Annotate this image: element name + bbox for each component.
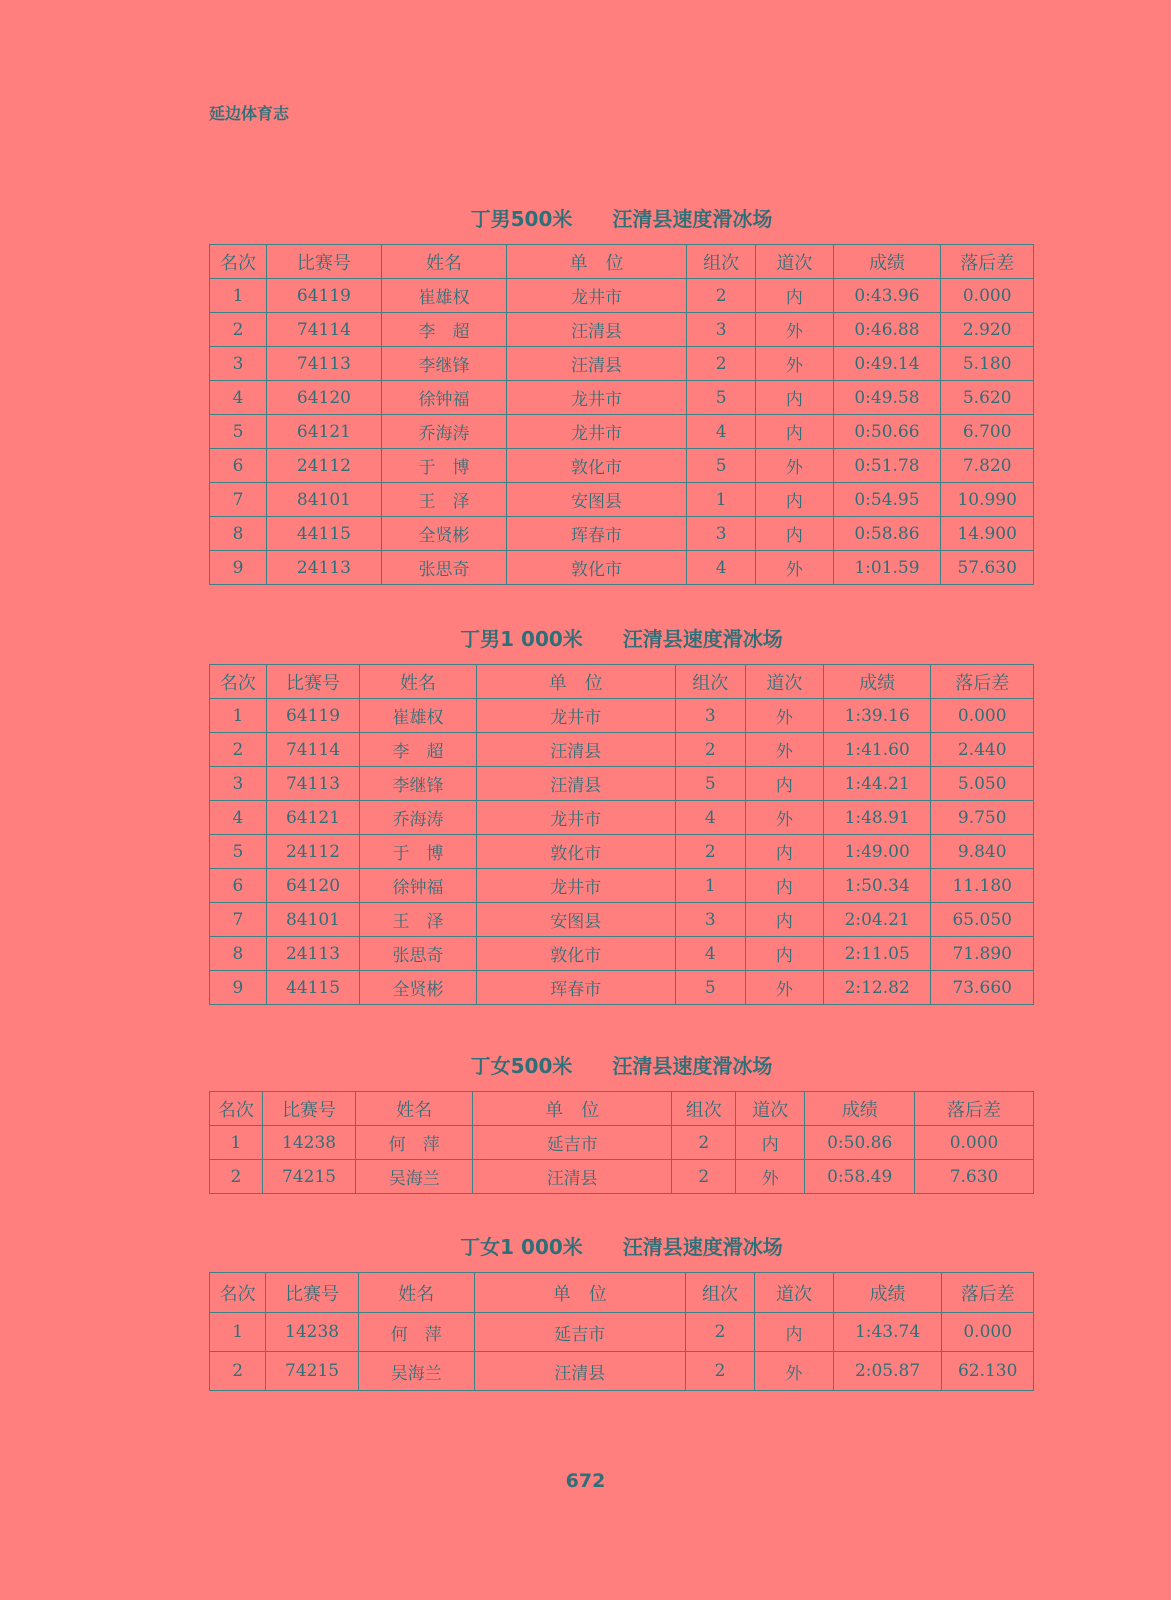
- name-cell: 张思奇: [360, 937, 477, 971]
- unit-cell: 安图县: [476, 903, 675, 937]
- lane-header: 道次: [755, 1273, 833, 1313]
- time-cell: 1:39.16: [823, 699, 931, 733]
- lane-header: 道次: [736, 1092, 805, 1126]
- section-title: 丁女500米 汪清县速度滑冰场: [470, 1054, 773, 1078]
- rank-cell: 8: [210, 517, 267, 551]
- rank-cell: 1: [210, 279, 267, 313]
- group-cell: 5: [675, 971, 745, 1005]
- time-header: 成绩: [833, 1273, 942, 1313]
- gap-cell: 0.000: [915, 1126, 1034, 1160]
- rank-cell: 5: [210, 835, 267, 869]
- gap-cell: 10.990: [941, 483, 1034, 517]
- name-header: 姓名: [381, 245, 506, 279]
- section-title: 丁男1 000米 汪清县速度滑冰场: [460, 627, 783, 651]
- name-cell: 崔雄权: [360, 699, 477, 733]
- unit-cell: 汪清县: [507, 347, 687, 381]
- table-row: [210, 801, 1034, 835]
- results-table: [209, 664, 1034, 1005]
- time-cell: 0:50.86: [805, 1126, 915, 1160]
- time-cell: 0:46.88: [833, 313, 941, 347]
- bib-cell: 14238: [266, 1313, 359, 1352]
- lane-cell: 外: [756, 449, 833, 483]
- name-header: 姓名: [356, 1092, 473, 1126]
- table-row: [210, 1126, 1034, 1160]
- rank-header: 名次: [210, 1273, 266, 1313]
- time-cell: 1:48.91: [823, 801, 931, 835]
- lane-cell: 内: [756, 483, 833, 517]
- name-cell: 徐钟福: [360, 869, 477, 903]
- gap-cell: 0.000: [941, 279, 1034, 313]
- rank-cell: 6: [210, 869, 267, 903]
- name-cell: 乔海涛: [360, 801, 477, 835]
- lane-cell: 外: [756, 313, 833, 347]
- table-row: [210, 767, 1034, 801]
- unit-cell: 延吉市: [474, 1313, 685, 1352]
- group-cell: 3: [687, 313, 756, 347]
- group-cell: 5: [675, 767, 745, 801]
- name-cell: 李继锋: [381, 347, 506, 381]
- rank-header: 名次: [210, 1092, 263, 1126]
- table-header-row: [210, 1273, 1034, 1313]
- table-row: [210, 381, 1034, 415]
- group-cell: 2: [687, 279, 756, 313]
- bib-cell: 64120: [266, 869, 359, 903]
- time-cell: 2:11.05: [823, 937, 931, 971]
- name-cell: 吴海兰: [358, 1352, 474, 1391]
- bib-cell: 14238: [262, 1126, 355, 1160]
- lane-cell: 内: [745, 869, 823, 903]
- table-row: [210, 699, 1034, 733]
- group-cell: 4: [687, 551, 756, 585]
- rank-cell: 1: [210, 1313, 266, 1352]
- name-header: 姓名: [360, 665, 477, 699]
- unit-cell: 延吉市: [473, 1126, 672, 1160]
- rank-cell: 3: [210, 767, 267, 801]
- gap-header: 落后差: [915, 1092, 1034, 1126]
- bib-cell: 24113: [266, 551, 381, 585]
- time-cell: 2:04.21: [823, 903, 931, 937]
- rank-cell: 5: [210, 415, 267, 449]
- results-table: [209, 1272, 1034, 1391]
- table-row: [210, 835, 1034, 869]
- section-girls-1000m: [209, 1232, 1034, 1391]
- section-title: 丁女1 000米 汪清县速度滑冰场: [460, 1235, 783, 1259]
- lane-cell: 外: [745, 733, 823, 767]
- gap-cell: 71.890: [931, 937, 1034, 971]
- bib-cell: 24113: [266, 937, 359, 971]
- gap-cell: 73.660: [931, 971, 1034, 1005]
- bib-cell: 24112: [266, 449, 381, 483]
- unit-cell: 珲春市: [476, 971, 675, 1005]
- unit-cell: 龙井市: [507, 381, 687, 415]
- unit-header: 单 位: [507, 245, 687, 279]
- gap-cell: 65.050: [931, 903, 1034, 937]
- unit-cell: 珲春市: [507, 517, 687, 551]
- time-header: 成绩: [805, 1092, 915, 1126]
- name-cell: 全贤彬: [360, 971, 477, 1005]
- unit-cell: 龙井市: [507, 415, 687, 449]
- unit-cell: 汪清县: [476, 767, 675, 801]
- unit-cell: 敦化市: [476, 937, 675, 971]
- bib-header: 比赛号: [262, 1092, 355, 1126]
- group-cell: 2: [675, 733, 745, 767]
- table-row: [210, 937, 1034, 971]
- time-cell: 0:51.78: [833, 449, 941, 483]
- time-cell: 1:41.60: [823, 733, 931, 767]
- time-cell: 1:49.00: [823, 835, 931, 869]
- table-row: [210, 971, 1034, 1005]
- name-cell: 徐钟福: [381, 381, 506, 415]
- bib-cell: 64121: [266, 415, 381, 449]
- time-cell: 2:12.82: [823, 971, 931, 1005]
- unit-cell: 龙井市: [476, 869, 675, 903]
- lane-cell: 外: [745, 699, 823, 733]
- unit-cell: 敦化市: [507, 551, 687, 585]
- group-cell: 3: [687, 517, 756, 551]
- lane-cell: 外: [745, 801, 823, 835]
- group-cell: 1: [687, 483, 756, 517]
- bib-cell: 74114: [266, 313, 381, 347]
- gap-cell: 5.180: [941, 347, 1034, 381]
- time-header: 成绩: [823, 665, 931, 699]
- gap-cell: 0.000: [942, 1313, 1034, 1352]
- group-cell: 4: [687, 415, 756, 449]
- section-title: 丁男500米 汪清县速度滑冰场: [470, 207, 773, 231]
- table-row: [210, 483, 1034, 517]
- gap-cell: 9.840: [931, 835, 1034, 869]
- gap-cell: 5.620: [941, 381, 1034, 415]
- name-cell: 王 泽: [360, 903, 477, 937]
- lane-cell: 内: [745, 903, 823, 937]
- gap-cell: 57.630: [941, 551, 1034, 585]
- lane-header: 道次: [756, 245, 833, 279]
- group-header: 组次: [687, 245, 756, 279]
- gap-cell: 11.180: [931, 869, 1034, 903]
- bib-cell: 84101: [266, 483, 381, 517]
- table-row: [210, 1352, 1034, 1391]
- rank-cell: 7: [210, 483, 267, 517]
- gap-cell: 62.130: [942, 1352, 1034, 1391]
- rank-header: 名次: [210, 665, 267, 699]
- bib-cell: 74215: [262, 1160, 355, 1194]
- table-row: [210, 517, 1034, 551]
- name-cell: 李 超: [360, 733, 477, 767]
- section-boys-500m: [209, 204, 1034, 585]
- name-cell: 乔海涛: [381, 415, 506, 449]
- time-cell: 1:01.59: [833, 551, 941, 585]
- unit-cell: 龙井市: [507, 279, 687, 313]
- gap-cell: 0.000: [931, 699, 1034, 733]
- unit-header: 单 位: [473, 1092, 672, 1126]
- time-cell: 0:43.96: [833, 279, 941, 313]
- rank-cell: 1: [210, 1126, 263, 1160]
- lane-cell: 内: [756, 415, 833, 449]
- gap-header: 落后差: [931, 665, 1034, 699]
- gap-cell: 6.700: [941, 415, 1034, 449]
- group-cell: 4: [675, 937, 745, 971]
- rank-header: 名次: [210, 245, 267, 279]
- lane-cell: 内: [745, 767, 823, 801]
- bib-cell: 44115: [266, 971, 359, 1005]
- time-cell: 0:54.95: [833, 483, 941, 517]
- rank-cell: 2: [210, 1160, 263, 1194]
- time-cell: 1:50.34: [823, 869, 931, 903]
- group-cell: 2: [672, 1160, 736, 1194]
- table-row: [210, 869, 1034, 903]
- name-cell: 李 超: [381, 313, 506, 347]
- group-cell: 5: [687, 449, 756, 483]
- time-cell: 0:58.86: [833, 517, 941, 551]
- results-table: [209, 1091, 1034, 1194]
- lane-cell: 内: [745, 937, 823, 971]
- name-cell: 吴海兰: [356, 1160, 473, 1194]
- name-cell: 何 萍: [356, 1126, 473, 1160]
- unit-cell: 龙井市: [476, 699, 675, 733]
- gap-cell: 14.900: [941, 517, 1034, 551]
- lane-cell: 外: [756, 551, 833, 585]
- bib-header: 比赛号: [266, 1273, 359, 1313]
- rank-cell: 4: [210, 381, 267, 415]
- name-cell: 于 博: [381, 449, 506, 483]
- rank-cell: 2: [210, 733, 267, 767]
- table-row: [210, 313, 1034, 347]
- bib-cell: 74114: [266, 733, 359, 767]
- table-row: [210, 1160, 1034, 1194]
- group-cell: 3: [675, 903, 745, 937]
- gap-cell: 9.750: [931, 801, 1034, 835]
- group-header: 组次: [672, 1092, 736, 1126]
- table-row: [210, 449, 1034, 483]
- lane-cell: 内: [745, 835, 823, 869]
- bib-cell: 64119: [266, 279, 381, 313]
- rank-cell: 4: [210, 801, 267, 835]
- bib-header: 比赛号: [266, 665, 359, 699]
- time-cell: 1:44.21: [823, 767, 931, 801]
- name-cell: 何 萍: [358, 1313, 474, 1352]
- lane-cell: 外: [755, 1352, 833, 1391]
- bib-cell: 84101: [266, 903, 359, 937]
- gap-cell: 7.820: [941, 449, 1034, 483]
- time-cell: 0:50.66: [833, 415, 941, 449]
- table-row: [210, 415, 1034, 449]
- time-header: 成绩: [833, 245, 941, 279]
- unit-cell: 汪清县: [474, 1352, 685, 1391]
- rank-cell: 2: [210, 1352, 266, 1391]
- time-cell: 1:43.74: [833, 1313, 942, 1352]
- rank-cell: 6: [210, 449, 267, 483]
- gap-cell: 7.630: [915, 1160, 1034, 1194]
- lane-cell: 内: [755, 1313, 833, 1352]
- lane-header: 道次: [745, 665, 823, 699]
- rank-cell: 8: [210, 937, 267, 971]
- group-cell: 2: [685, 1352, 754, 1391]
- unit-cell: 敦化市: [507, 449, 687, 483]
- table-row: [210, 1313, 1034, 1352]
- book-title-header: 延边体育志: [209, 104, 290, 123]
- section-girls-500m: [209, 1051, 1034, 1194]
- gap-cell: 2.440: [931, 733, 1034, 767]
- time-cell: 0:49.58: [833, 381, 941, 415]
- table-row: [210, 551, 1034, 585]
- bib-cell: 64119: [266, 699, 359, 733]
- rank-cell: 7: [210, 903, 267, 937]
- unit-cell: 敦化市: [476, 835, 675, 869]
- bib-cell: 64121: [266, 801, 359, 835]
- lane-cell: 外: [756, 347, 833, 381]
- table-row: [210, 903, 1034, 937]
- unit-cell: 龙井市: [476, 801, 675, 835]
- rank-cell: 3: [210, 347, 267, 381]
- group-header: 组次: [675, 665, 745, 699]
- bib-header: 比赛号: [266, 245, 381, 279]
- table-header-row: [210, 1092, 1034, 1126]
- group-cell: 2: [685, 1313, 754, 1352]
- name-header: 姓名: [358, 1273, 474, 1313]
- lane-cell: 内: [756, 381, 833, 415]
- unit-cell: 安图县: [507, 483, 687, 517]
- lane-cell: 内: [756, 517, 833, 551]
- page-number: 672: [565, 1470, 606, 1492]
- rank-cell: 9: [210, 551, 267, 585]
- lane-cell: 外: [745, 971, 823, 1005]
- lane-cell: 内: [756, 279, 833, 313]
- rank-cell: 1: [210, 699, 267, 733]
- rank-cell: 2: [210, 313, 267, 347]
- bib-cell: 74113: [266, 767, 359, 801]
- rank-cell: 9: [210, 971, 267, 1005]
- group-cell: 1: [675, 869, 745, 903]
- lane-cell: 内: [736, 1126, 805, 1160]
- unit-cell: 汪清县: [473, 1160, 672, 1194]
- unit-header: 单 位: [476, 665, 675, 699]
- gap-cell: 5.050: [931, 767, 1034, 801]
- group-cell: 2: [687, 347, 756, 381]
- group-cell: 2: [675, 835, 745, 869]
- unit-cell: 汪清县: [507, 313, 687, 347]
- bib-cell: 74113: [266, 347, 381, 381]
- bib-cell: 64120: [266, 381, 381, 415]
- group-cell: 4: [675, 801, 745, 835]
- group-header: 组次: [685, 1273, 754, 1313]
- table-header-row: [210, 665, 1034, 699]
- name-cell: 全贤彬: [381, 517, 506, 551]
- name-cell: 张思奇: [381, 551, 506, 585]
- unit-header: 单 位: [474, 1273, 685, 1313]
- results-table: [209, 244, 1034, 585]
- name-cell: 于 博: [360, 835, 477, 869]
- time-cell: 0:49.14: [833, 347, 941, 381]
- table-row: [210, 347, 1034, 381]
- bib-cell: 44115: [266, 517, 381, 551]
- name-cell: 李继锋: [360, 767, 477, 801]
- bib-cell: 74215: [266, 1352, 359, 1391]
- table-header-row: [210, 245, 1034, 279]
- name-cell: 崔雄权: [381, 279, 506, 313]
- gap-header: 落后差: [942, 1273, 1034, 1313]
- time-cell: 2:05.87: [833, 1352, 942, 1391]
- table-row: [210, 733, 1034, 767]
- gap-cell: 2.920: [941, 313, 1034, 347]
- gap-header: 落后差: [941, 245, 1034, 279]
- name-cell: 王 泽: [381, 483, 506, 517]
- group-cell: 5: [687, 381, 756, 415]
- group-cell: 3: [675, 699, 745, 733]
- time-cell: 0:58.49: [805, 1160, 915, 1194]
- table-row: [210, 279, 1034, 313]
- bib-cell: 24112: [266, 835, 359, 869]
- section-boys-1000m: [209, 624, 1034, 1005]
- group-cell: 2: [672, 1126, 736, 1160]
- unit-cell: 汪清县: [476, 733, 675, 767]
- lane-cell: 外: [736, 1160, 805, 1194]
